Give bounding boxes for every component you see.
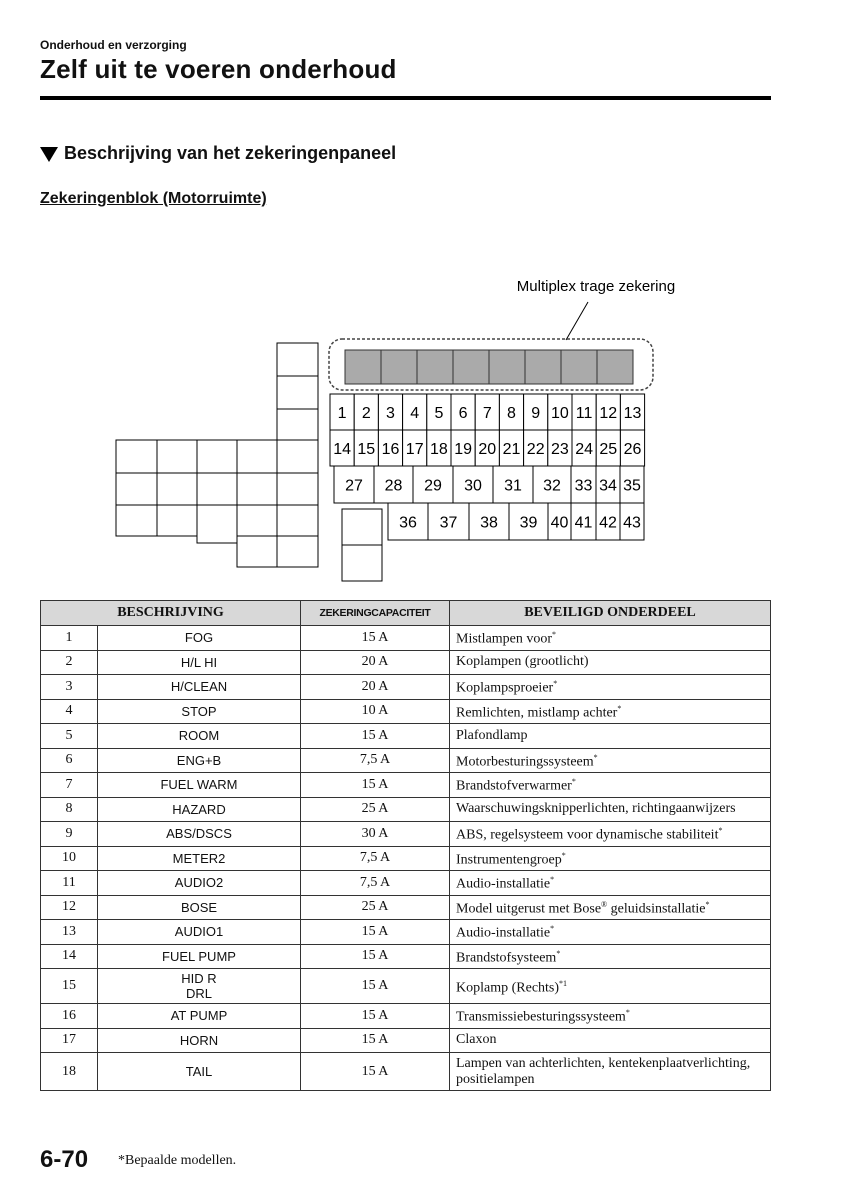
protected-part: Koplampsproeier <box>456 681 554 697</box>
multiplex-fuse-cell <box>489 350 525 384</box>
protected-part: Remlichten, mistlamp achter <box>456 705 618 721</box>
footnote-mark: * <box>550 924 555 934</box>
footnote-mark: * <box>552 630 557 640</box>
fuse-capacity-cell: 15 A <box>301 1004 450 1029</box>
multiplex-fuse-cell <box>453 350 489 384</box>
protected-part-cell <box>450 650 771 675</box>
protected-part: Instrumentengroep <box>456 852 562 868</box>
table-row <box>41 773 771 798</box>
fuse-number: 42 <box>599 514 617 532</box>
protected-part-cell <box>450 724 771 749</box>
fuse-number: 1 <box>337 405 347 422</box>
fuse-number: 14 <box>333 441 351 458</box>
multiplex-fuse-cell <box>561 350 597 384</box>
protected-part-cell <box>450 748 771 773</box>
callout-label: Multiplex trage zekering <box>516 278 676 295</box>
protected-part-cell <box>450 626 771 651</box>
protected-part-tail: geluidsinstallatie <box>607 901 706 917</box>
footnote-mark: * <box>617 703 622 713</box>
fuse-number-cell: 16 <box>41 1004 98 1029</box>
fuse-name-cell <box>98 1028 301 1053</box>
protected-part: Audio-installatie <box>456 926 551 942</box>
table-row <box>41 895 771 920</box>
table-row <box>41 748 771 773</box>
fuse-number: 16 <box>381 441 400 458</box>
fuse-name-cell <box>98 944 301 969</box>
fuse-capacity-cell: 25 A <box>301 797 450 822</box>
fuse-number: 40 <box>550 514 569 532</box>
fuse-name: FUEL PUMP <box>162 948 236 964</box>
fuse-name-cell <box>98 1053 301 1091</box>
fuse-number-cell: 9 <box>41 822 98 847</box>
fuse-number: 38 <box>480 514 498 532</box>
protected-part: Transmissiebesturingssysteem <box>456 1010 626 1026</box>
fuse-number-cell: 7 <box>41 773 98 798</box>
footnote-mark: * <box>571 777 576 787</box>
column-header-protected-part: BEVEILIGD ONDERDEEL <box>450 601 771 626</box>
fuse-number: 27 <box>345 477 363 495</box>
fuse-number: 25 <box>599 441 618 458</box>
fuse-name: H/CLEAN <box>170 679 228 695</box>
table-row <box>41 1053 771 1091</box>
fuse-name: ROOM <box>178 728 220 744</box>
fuse-name: STOP <box>181 703 217 719</box>
fuse-number: 15 <box>357 441 376 458</box>
fuse-number: 3 <box>386 405 395 422</box>
table-row <box>41 944 771 969</box>
protected-part-cell <box>450 944 771 969</box>
table-row <box>41 724 771 749</box>
table-row <box>41 969 771 1004</box>
fuse-capacity-cell: 15 A <box>301 969 450 1004</box>
footnote: *Bepaalde modellen. <box>118 1153 237 1168</box>
protected-part: Motorbesturingssysteem <box>456 754 594 770</box>
footnote-mark: * <box>561 850 566 860</box>
fuse-number-cell: 6 <box>41 748 98 773</box>
protected-part-cell <box>450 675 771 700</box>
fuse-number: 11 <box>575 405 593 422</box>
fuse-number-cell: 4 <box>41 699 98 724</box>
fuse-number: 39 <box>519 514 538 532</box>
protected-part-cell <box>450 1053 771 1091</box>
table-row <box>41 1004 771 1029</box>
fuse-capacity-cell: 15 A <box>301 944 450 969</box>
fuse-table <box>40 600 771 1091</box>
sub-heading-text: Beschrijving van het zekeringenpaneel <box>64 143 397 163</box>
fuse-capacity-cell: 20 A <box>301 675 450 700</box>
fuse-number: 4 <box>410 405 420 422</box>
fuse-number-cell: 2 <box>41 650 98 675</box>
registered-mark: ® <box>601 899 608 909</box>
table-row <box>41 675 771 700</box>
protected-part-line2: positielampen <box>456 1071 535 1087</box>
fuse-name-cell <box>98 626 301 651</box>
fuse-number: 24 <box>575 441 593 458</box>
fuse-number: 5 <box>434 405 444 422</box>
fuse-capacity-cell: 15 A <box>301 724 450 749</box>
protected-part: Koplampen (grootlicht) <box>456 654 589 670</box>
footnote-mark: * <box>553 679 558 689</box>
table-row <box>41 797 771 822</box>
protected-part: Brandstofverwarmer <box>456 779 572 795</box>
fuse-number-cell: 12 <box>41 895 98 920</box>
fuse-number: 33 <box>574 477 593 495</box>
footnote-mark: * <box>550 875 555 885</box>
protected-part: Mistlampen voor <box>456 632 553 648</box>
fuse-number: 13 <box>623 405 642 422</box>
multiplex-fuse-cell <box>525 350 561 384</box>
fuse-name-cell <box>98 1004 301 1029</box>
protected-part-cell <box>450 699 771 724</box>
fuse-number: 21 <box>502 441 521 458</box>
column-header-capacity: ZEKERINGCAPACITEIT <box>301 601 450 626</box>
fuse-number: 17 <box>405 441 424 458</box>
fuse-number: 9 <box>531 405 541 422</box>
table-row <box>41 1028 771 1053</box>
fuse-number-cell: 18 <box>41 1053 98 1091</box>
fuse-number: 43 <box>623 514 641 532</box>
fuse-number: 30 <box>464 477 482 495</box>
protected-part: Lampen van achterlichten, kentekenplaatverlichting, <box>456 1055 751 1071</box>
protected-part-cell <box>450 773 771 798</box>
protected-part: Brandstofsysteem <box>456 950 557 966</box>
fuse-number: 6 <box>458 405 468 422</box>
fuse-number: 20 <box>478 441 497 458</box>
multiplex-fuse-cells <box>345 350 633 384</box>
fuse-name: AT PUMP <box>170 1008 228 1024</box>
table-row <box>41 626 771 651</box>
fuse-number: 8 <box>507 405 516 422</box>
fuse-number: 41 <box>574 514 593 532</box>
multiplex-fuse-cell <box>417 350 453 384</box>
fuse-name-cell <box>98 724 301 749</box>
fuse-name: TAIL <box>185 1064 213 1079</box>
fuse-capacity-cell: 15 A <box>301 920 450 945</box>
fuse-name: ENG+B <box>176 752 222 768</box>
page-title: Zelf uit te voeren onderhoud <box>40 54 397 84</box>
fuse-name: HORN <box>179 1032 219 1048</box>
multiplex-fuse-cell <box>381 350 417 384</box>
table-row <box>41 846 771 871</box>
fuse-capacity-cell: 30 A <box>301 822 450 847</box>
fuse-name: AUDIO1 <box>174 924 224 940</box>
table-row <box>41 871 771 896</box>
footnote-mark: * <box>593 752 598 762</box>
footnote-mark: * <box>705 899 710 909</box>
table-row <box>41 822 771 847</box>
fuse-name: HID R <box>181 971 217 986</box>
footnote-mark: * <box>625 1008 630 1018</box>
multiplex-fuse-cell <box>597 350 633 384</box>
title-divider <box>40 96 771 100</box>
protected-part: Waarschuwingsknipperlichten, richtingaanwijzers <box>456 801 736 817</box>
fuse-name-cell <box>98 846 301 871</box>
fuse-capacity-cell: 25 A <box>301 895 450 920</box>
callout-leader-line <box>566 302 588 340</box>
fuse-name: HAZARD <box>172 801 226 817</box>
fuse-number: 31 <box>504 477 522 495</box>
protected-part: Audio-installatie <box>456 877 551 893</box>
fuse-name: FOG <box>184 630 214 646</box>
fuse-capacity-cell: 10 A <box>301 699 450 724</box>
fuse-number-cell: 8 <box>41 797 98 822</box>
footnote-mark: *1 <box>559 978 568 988</box>
fuse-name-cell <box>98 773 301 798</box>
fuse-number: 22 <box>526 441 545 458</box>
fuse-number-cell: 5 <box>41 724 98 749</box>
fuse-name-line2: DRL <box>185 986 212 1001</box>
fuse-number: 18 <box>430 441 448 458</box>
fuse-name-cell <box>98 675 301 700</box>
fuse-number: 23 <box>551 441 569 458</box>
protected-part: Koplamp (Rechts) <box>456 980 560 996</box>
fuse-number: 35 <box>623 477 641 495</box>
protected-part-cell <box>450 920 771 945</box>
table-row <box>41 650 771 675</box>
fuse-number: 37 <box>439 514 458 532</box>
fuse-number-cell: 14 <box>41 944 98 969</box>
fuse-name-cell <box>98 969 301 1004</box>
fuse-capacity-cell: 15 A <box>301 626 450 651</box>
protected-part: Plafondlamp <box>456 727 528 743</box>
fuse-number: 29 <box>424 477 442 495</box>
page-number: 6-70 <box>40 1146 89 1173</box>
fuse-name-cell <box>98 871 301 896</box>
table-row <box>41 699 771 724</box>
fuse-capacity-cell: 15 A <box>301 1053 450 1091</box>
fuse-name-cell <box>98 748 301 773</box>
fuse-number-cell: 17 <box>41 1028 98 1053</box>
fuse-number: 10 <box>551 405 569 422</box>
fuse-capacity-cell: 20 A <box>301 650 450 675</box>
fuse-number: 32 <box>543 477 561 495</box>
column-header-description: BESCHRIJVING <box>41 601 301 626</box>
fuse-name: BOSE <box>180 899 218 915</box>
protected-part: Claxon <box>456 1032 497 1048</box>
footnote-mark: * <box>556 948 561 958</box>
fuse-name: H/L HI <box>180 654 218 670</box>
fuse-capacity-cell: 7,5 A <box>301 748 450 773</box>
fuse-name: ABS/DSCS <box>166 826 232 842</box>
fuse-name: AUDIO2 <box>174 875 224 891</box>
fuse-name: METER2 <box>172 850 226 866</box>
fuse-name-cell <box>98 920 301 945</box>
section-label: Onderhoud en verzorging <box>40 38 187 52</box>
fuse-number: 34 <box>599 477 617 495</box>
fuse-capacity-cell: 7,5 A <box>301 846 450 871</box>
triangle-down-icon <box>40 147 58 162</box>
protected-part-cell <box>450 871 771 896</box>
fuse-name-cell <box>98 797 301 822</box>
fuse-number: 28 <box>384 477 403 495</box>
protected-part: Model uitgerust met Bose <box>456 901 602 917</box>
fuse-name-cell <box>98 699 301 724</box>
sub-heading <box>40 143 396 164</box>
fuse-number-cell: 3 <box>41 675 98 700</box>
fuse-capacity-cell: 15 A <box>301 1028 450 1053</box>
block-title: Zekeringenblok (Motorruimte) <box>40 190 267 207</box>
protected-part-cell <box>450 1028 771 1053</box>
fuse-number: 26 <box>623 441 642 458</box>
fuse-number: 7 <box>482 405 492 422</box>
fuse-number-cell: 10 <box>41 846 98 871</box>
protected-part-cell <box>450 1004 771 1029</box>
protected-part-cell <box>450 797 771 822</box>
fuse-number-cell: 15 <box>41 969 98 1004</box>
fuse-name-cell <box>98 822 301 847</box>
fuse-number: 12 <box>599 405 618 422</box>
fuse-number-cell: 1 <box>41 626 98 651</box>
fuse-capacity-cell: 7,5 A <box>301 871 450 896</box>
table-row <box>41 920 771 945</box>
fuse-block-diagram <box>0 270 845 600</box>
fuse-capacity-cell: 15 A <box>301 773 450 798</box>
protected-part-cell <box>450 822 771 847</box>
footnote-mark: * <box>718 826 723 836</box>
fuse-number: 19 <box>454 441 472 458</box>
protected-part-cell <box>450 895 771 920</box>
fuse-name: FUEL WARM <box>160 777 238 793</box>
protected-part-cell <box>450 846 771 871</box>
fuse-name-cell <box>98 895 301 920</box>
fuse-name-cell <box>98 650 301 675</box>
fuse-number: 2 <box>361 405 371 422</box>
table-header-row <box>41 601 771 626</box>
fuse-number-cell: 13 <box>41 920 98 945</box>
protected-part: ABS, regelsysteem voor dynamische stabiliteit <box>456 828 719 844</box>
fuse-number-cell: 11 <box>41 871 98 896</box>
fuse-number: 36 <box>399 514 417 532</box>
multiplex-fuse-cell <box>345 350 381 384</box>
protected-part-cell <box>450 969 771 1004</box>
